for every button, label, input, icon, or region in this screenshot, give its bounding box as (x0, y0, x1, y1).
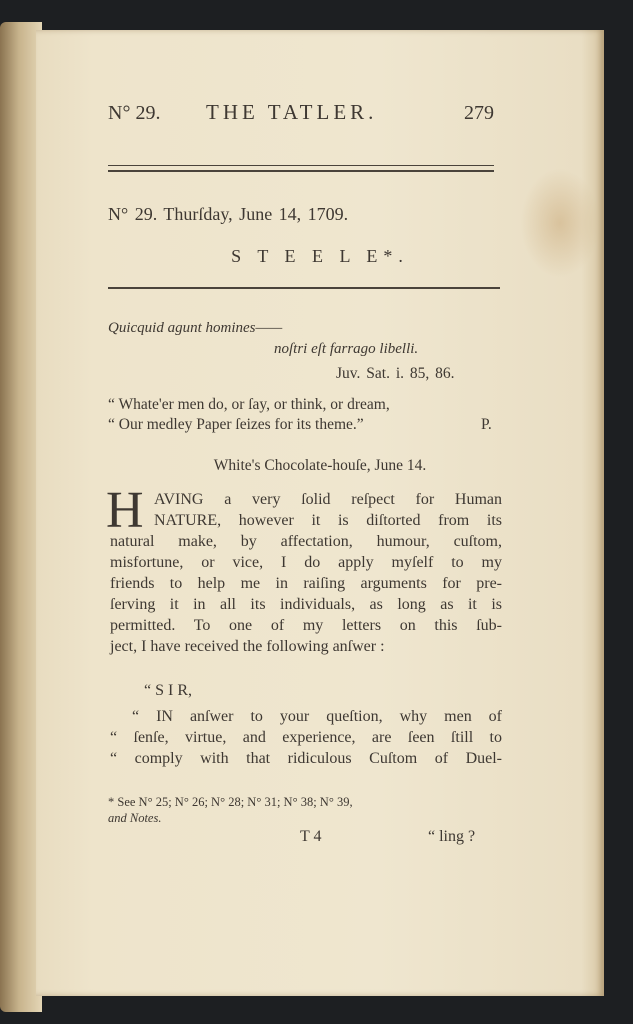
header-rule-bottom (108, 170, 494, 172)
body-line: AVING a very ſolid reſpect for Human (154, 491, 502, 508)
translation-attribution: P. (481, 416, 492, 433)
catchword: “ ling ? (428, 828, 476, 845)
body-line: ject, I have received the following anſwer : (110, 638, 385, 655)
body-line: misfortune, or vice, I do apply myſelf to my (110, 554, 502, 571)
section-rule (108, 287, 500, 289)
running-head (36, 100, 604, 130)
letter-line: “ IN anſwer to your queſtion, why men of (132, 708, 502, 725)
motto-reference: Juv. Sat. i. 85, 86. (336, 365, 455, 382)
body-line: ſerving it in all its individuals, as long as it is (110, 596, 502, 613)
translation-line-1: “ Whate'er men do, or ſay, or think, or dream, (108, 396, 390, 413)
footnote-line-1: * See N° 25; N° 26; N° 28; N° 31; N° 38; N° 39, (108, 795, 353, 809)
motto-line-2: noſtri eſt farrago libelli. (274, 341, 419, 357)
footnote-line-2: and Notes. (108, 811, 162, 825)
drop-cap: H (106, 482, 144, 539)
author-name: S T E E L E*. (231, 246, 409, 266)
letter-salutation: “ S I R, (144, 682, 192, 699)
issue-date: N° 29. Thurſday, June 14, 1709. (108, 204, 349, 224)
letter-line: “ ſenſe, virtue, and experience, are ſeen ſtill to (110, 729, 502, 746)
running-head-number: N° 29. (108, 102, 161, 124)
body-line: NATURE, however it is diſtorted from its (154, 512, 502, 529)
book-page (36, 30, 604, 996)
header-rule-top (108, 165, 494, 166)
letter-line: “ comply with that ridiculous Cuſtom of Duel- (110, 750, 502, 767)
body-line: friends to help me in raiſing arguments for pre- (110, 575, 502, 592)
translation-line-2: “ Our medley Paper ſeizes for its theme.” (108, 416, 364, 433)
signature-mark: T 4 (300, 828, 322, 845)
running-head-title: THE TATLER. (206, 100, 378, 124)
motto-line-1: Quicquid agunt homines—— (108, 320, 283, 336)
dateline: White's Chocolate-houſe, June 14. (213, 457, 427, 474)
body-line: natural make, by affectation, humour, cuſtom, (110, 533, 502, 550)
page-number: 279 (464, 102, 494, 124)
body-line: permitted. To one of my letters on this ſub- (110, 617, 502, 634)
